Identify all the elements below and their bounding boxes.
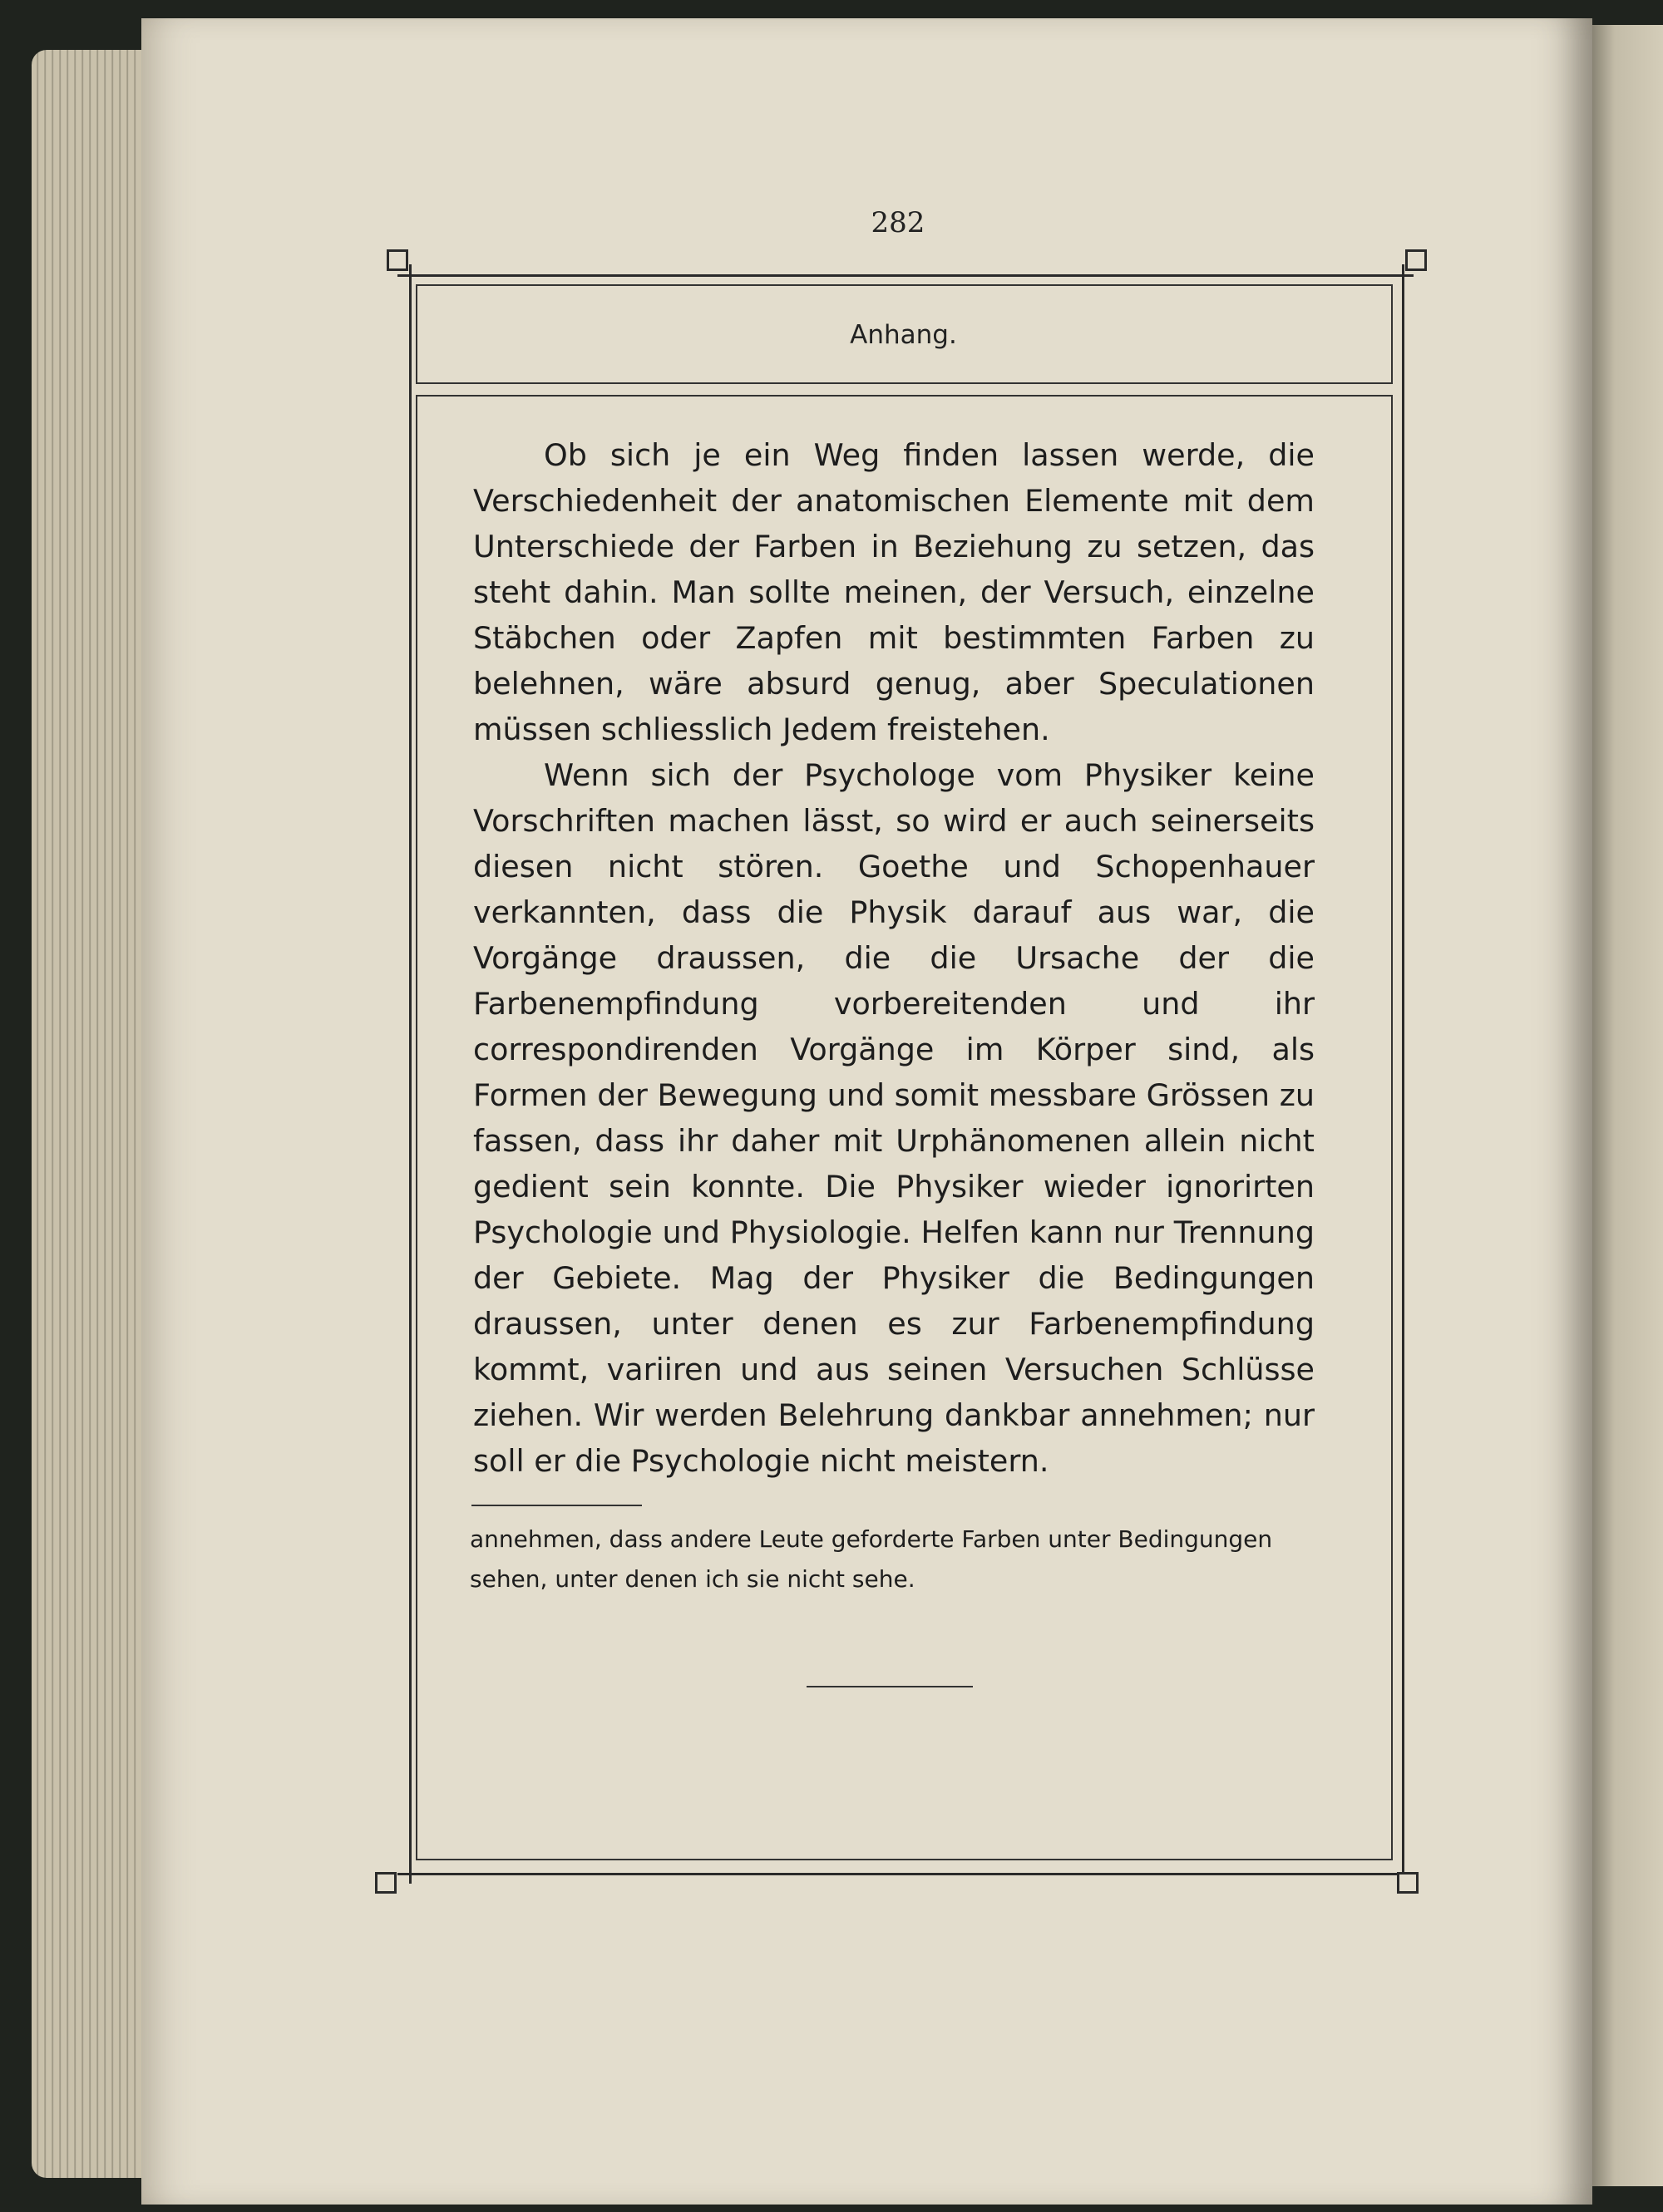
frame-corner-bottom-right [1397,1872,1419,1894]
footnote-text: annehmen, dass andere Leute geforderte Farben unter Bedingungen sehen, unter denen ich sie nicht sehe. [470,1525,1273,1593]
paragraph-2: Wenn sich der Psychologe vom Physiker keine Vorschriften machen lässt, so wird er auch seinerseits diesen nicht stören. Goethe und Schopenhauer verkannten, dass die Physik darauf aus war, die Vorgänge draussen, die die Ursache der die Farbenempfindung vorbereitenden und ihr correspondirenden Vorgänge im Körper sind, als Formen der Bewegung und somit messbare Grössen zu fassen, dass ihr daher mit Urphänomenen allein nicht gedient sein konnte. Die Physiker wieder ignorirten Psychologie und Physiologie. Helfen kann nur Trennung der Gebiete. Mag der Physiker die Bedingungen draussen, unter denen es zur Farbenempfindung kommt, variiren und aus seinen Versuchen Schlüsse ziehen. Wir werden Belehrung dankbar annehmen; nur soll er die Psychologie nicht meistern. [473,757,1315,1479]
running-head: Anhang. [850,320,957,350]
frame-corner-bottom-left [375,1872,397,1894]
footnote [470,1520,1318,1599]
frame-corner-top-right [1405,249,1427,271]
footnote-rule [471,1505,642,1506]
end-rule [807,1686,973,1687]
body-text [473,432,1315,1484]
facing-page-edge [1582,25,1663,2186]
page-number: 282 [871,206,925,239]
paragraph-1: Ob sich je ein Weg finden lassen werde, die Verschiedenheit der anatomischen Elemente mit dem Unterschiede der Farben in Beziehung zu setzen, das steht dahin. Man sollte meinen, der Versuch, einzelne Stäbchen oder Zapfen mit bestimmten Farben zu belehnen, wäre absurd genug, aber Speculationen müssen schliesslich Jedem freistehen. [473,437,1315,747]
frame-corner-top-left [387,249,408,271]
